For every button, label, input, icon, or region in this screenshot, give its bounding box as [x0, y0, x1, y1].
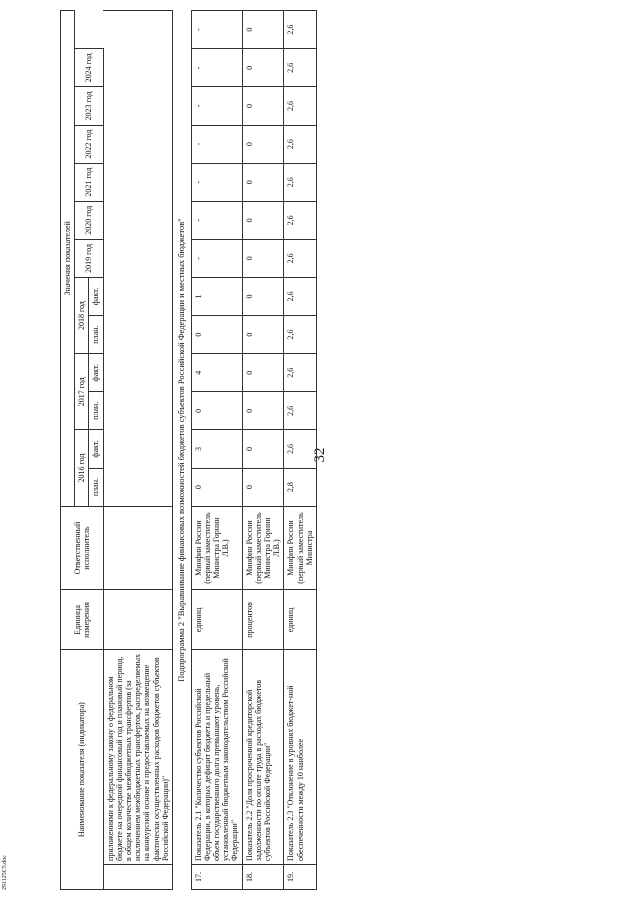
indicators-table [60, 10, 317, 890]
value-cell: 0 [242, 239, 284, 277]
value-cell: 2,6 [284, 430, 317, 468]
rotated-table-sheet [60, 10, 620, 890]
value-cell: 2,6 [284, 201, 317, 239]
value-cell: 0 [242, 392, 284, 430]
indicator-name: Показатель 2.2 "Доля просроченной кредиторской задолженности по оплате труда в расходах бюджетов субъектов Российской Федерации" [242, 650, 284, 865]
value-cell: 2,6 [284, 87, 317, 125]
header-year: 2017 год [75, 354, 89, 430]
value-cell: 2,6 [284, 316, 317, 354]
value-cell: 0 [242, 316, 284, 354]
table-row [242, 11, 284, 890]
subprogram-title: Подпрограмма 2 "Выравнивание финансовых возможностей бюджетов субъектов Российской Федерации и местных бюджетов" [172, 11, 191, 890]
responsible-cell: Минфин России (первый заместитель Министра [284, 506, 317, 590]
footer-filename: 291125C5.doc [2, 855, 8, 890]
value-cell: 2,6 [284, 277, 317, 315]
header-fact: факт. [89, 354, 103, 392]
indicator-name: Показатель 2.3 "Отклонение в уровнях бюджет-ной обеспеченности между 10 наиболее [284, 650, 317, 865]
empty-cell [103, 11, 172, 507]
value-cell: 2,6 [284, 392, 317, 430]
header-plan: план. [89, 316, 103, 354]
value-cell: - [191, 125, 242, 163]
header-plan: план. [89, 468, 103, 506]
value-cell: 3 [191, 430, 242, 468]
table-row-continuation [103, 11, 172, 890]
value-cell: 0 [191, 316, 242, 354]
empty-cell [103, 506, 172, 590]
value-cell: 0 [242, 11, 284, 49]
unit-cell: процентов [242, 590, 284, 650]
value-cell: - [191, 163, 242, 201]
responsible-cell: Минфин России (первый заместитель Министра Горнин Л.В.) [242, 506, 284, 590]
value-cell: 0 [242, 125, 284, 163]
value-cell: - [191, 239, 242, 277]
responsible-cell: Минфин России (первый заместитель Министра Горнин Л.В.) [191, 506, 242, 590]
row-number: 19. [284, 864, 317, 889]
table-row [191, 11, 242, 890]
value-cell: 2,8 [284, 468, 317, 506]
value-cell: 4 [191, 354, 242, 392]
table-row [284, 11, 317, 890]
page-number: 32 [312, 447, 328, 463]
value-cell: 0 [191, 468, 242, 506]
header-year: 2018 год [75, 277, 89, 353]
header-fact: факт. [89, 277, 103, 315]
empty-cell [103, 590, 172, 650]
value-cell: 0 [242, 49, 284, 87]
value-cell: 2,6 [284, 11, 317, 49]
indicator-name: Показатель 2.1 "Количество субъектов Российской Федерации, в которых дефицит бюджета и предельный объем государственного долга превышают уровень, установленный бюджетным законодательством Российской Федерации" [191, 650, 242, 865]
value-cell: - [191, 49, 242, 87]
continuation-text: приложениями к федеральному закону о федеральном бюджете на очередной финансовый год и плановый период, в общем количестве межбюджетных трансфертов (за исключением межбюджетных трансфертов, распределяемых на конкурсной основе и предоставляемых на возмещение фактически осуществленных расходов бюджетов субъектов Российской Федерации)" [103, 650, 172, 865]
value-cell: 0 [242, 163, 284, 201]
subprogram-row [172, 11, 191, 890]
value-cell: 0 [242, 201, 284, 239]
value-cell: 2,6 [284, 125, 317, 163]
header-year: 2023 год [75, 87, 103, 125]
header-unit: Единица измерения [61, 590, 104, 650]
unit-cell: единиц [191, 590, 242, 650]
value-cell: 0 [242, 87, 284, 125]
value-cell: 0 [242, 277, 284, 315]
value-cell: 2,6 [284, 354, 317, 392]
row-number [103, 864, 172, 889]
row-number: 17. [191, 864, 242, 889]
header-year: 2021 год [75, 163, 103, 201]
row-number: 18. [242, 864, 284, 889]
header-plan: план. [89, 392, 103, 430]
header-year: 2019 год [75, 239, 103, 277]
value-cell: 0 [242, 468, 284, 506]
header-year: 2016 год [75, 430, 89, 506]
header-fact: факт. [89, 430, 103, 468]
value-cell: 2,6 [284, 239, 317, 277]
value-cell: - [191, 201, 242, 239]
unit-cell: единиц [284, 590, 317, 650]
header-values: Значения показателей [61, 11, 75, 507]
value-cell: 2,6 [284, 49, 317, 87]
value-cell: 0 [191, 392, 242, 430]
value-cell: - [191, 87, 242, 125]
header-year: 2020 год [75, 201, 103, 239]
value-cell: 0 [242, 354, 284, 392]
header-year: 2022 год [75, 125, 103, 163]
value-cell: 2,6 [284, 163, 317, 201]
value-cell: 1 [191, 277, 242, 315]
value-cell: 0 [242, 430, 284, 468]
header-responsible: Ответственный исполнитель [61, 506, 104, 590]
header-name: Наименование показателя (индикатора) [61, 650, 104, 890]
header-year: 2024 год [75, 49, 103, 87]
value-cell: - [191, 11, 242, 49]
